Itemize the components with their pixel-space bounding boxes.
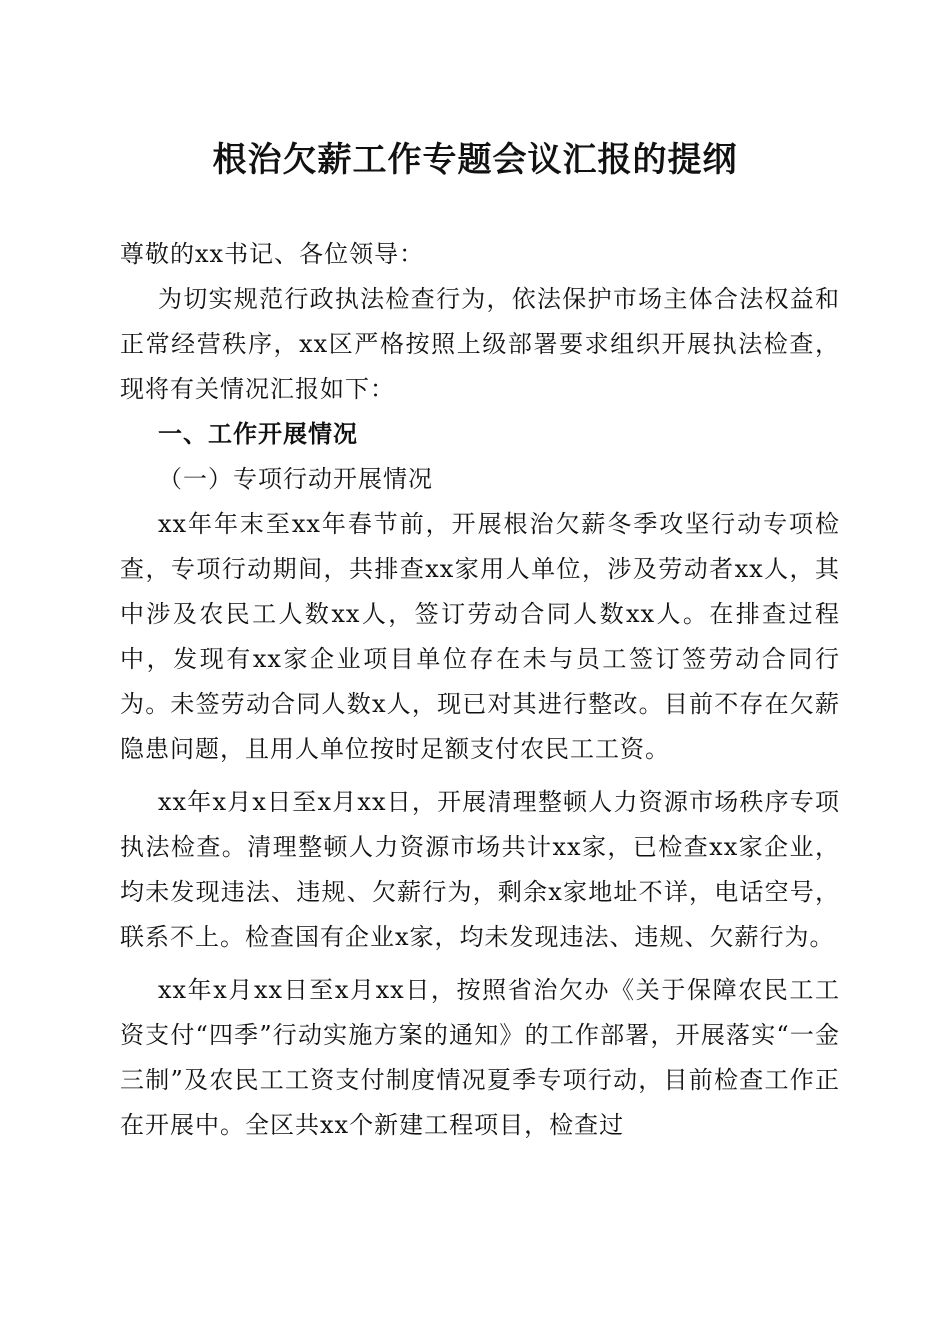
intro-paragraph: 为切实规范行政执法检查行为，依法保护市场主体合法权益和正常经营秩序，xx区严格按照上级部署要求组织开展执法检查，现将有关情况汇报如下：	[120, 285, 840, 403]
document-title: 根治欠薪工作专题会议汇报的提纲	[212, 140, 738, 180]
subsection-heading-1: （一）专项行动开展情况	[158, 465, 433, 493]
section-heading-1: 一、工作开展情况	[158, 420, 358, 448]
document-body	[120, 232, 840, 1148]
paragraph-3: xx年x月xx日至x月xx日，按照省治欠办《关于保障农民工工资支付“四季”行动实施方案的通知》的工作部署，开展落实“一金三制”及农民工工资支付制度情况夏季专项行动，目前检查工作正在开展中。全区共xx个新建工程项目，检查过	[120, 976, 840, 1139]
paragraph-2: xx年x月x日至x月xx日，开展清理整顿人力资源市场秩序专项执法检查。清理整顿人力资源市场共计xx家，已检查xx家企业，均未发现违法、违规、欠薪行为，剩余x家地址不详，电话空号，联系不上。检查国有企业x家，均未发现违法、违规、欠薪行为。	[120, 788, 840, 951]
salutation: 尊敬的xx书记、各位领导：	[120, 240, 425, 268]
paragraph-1: xx年年末至xx年春节前，开展根治欠薪冬季攻坚行动专项检查，专项行动期间，共排查xx家用人单位，涉及劳动者xx人，其中涉及农民工人数xx人，签订劳动合同人数xx人。在排查过程中，发现有xx家企业项目单位存在未与员工签订签劳动合同行为。未签劳动合同人数x人，现已对其进行整改。目前不存在欠薪隐患问题，且用人单位按时足额支付农民工工资。	[120, 510, 840, 763]
